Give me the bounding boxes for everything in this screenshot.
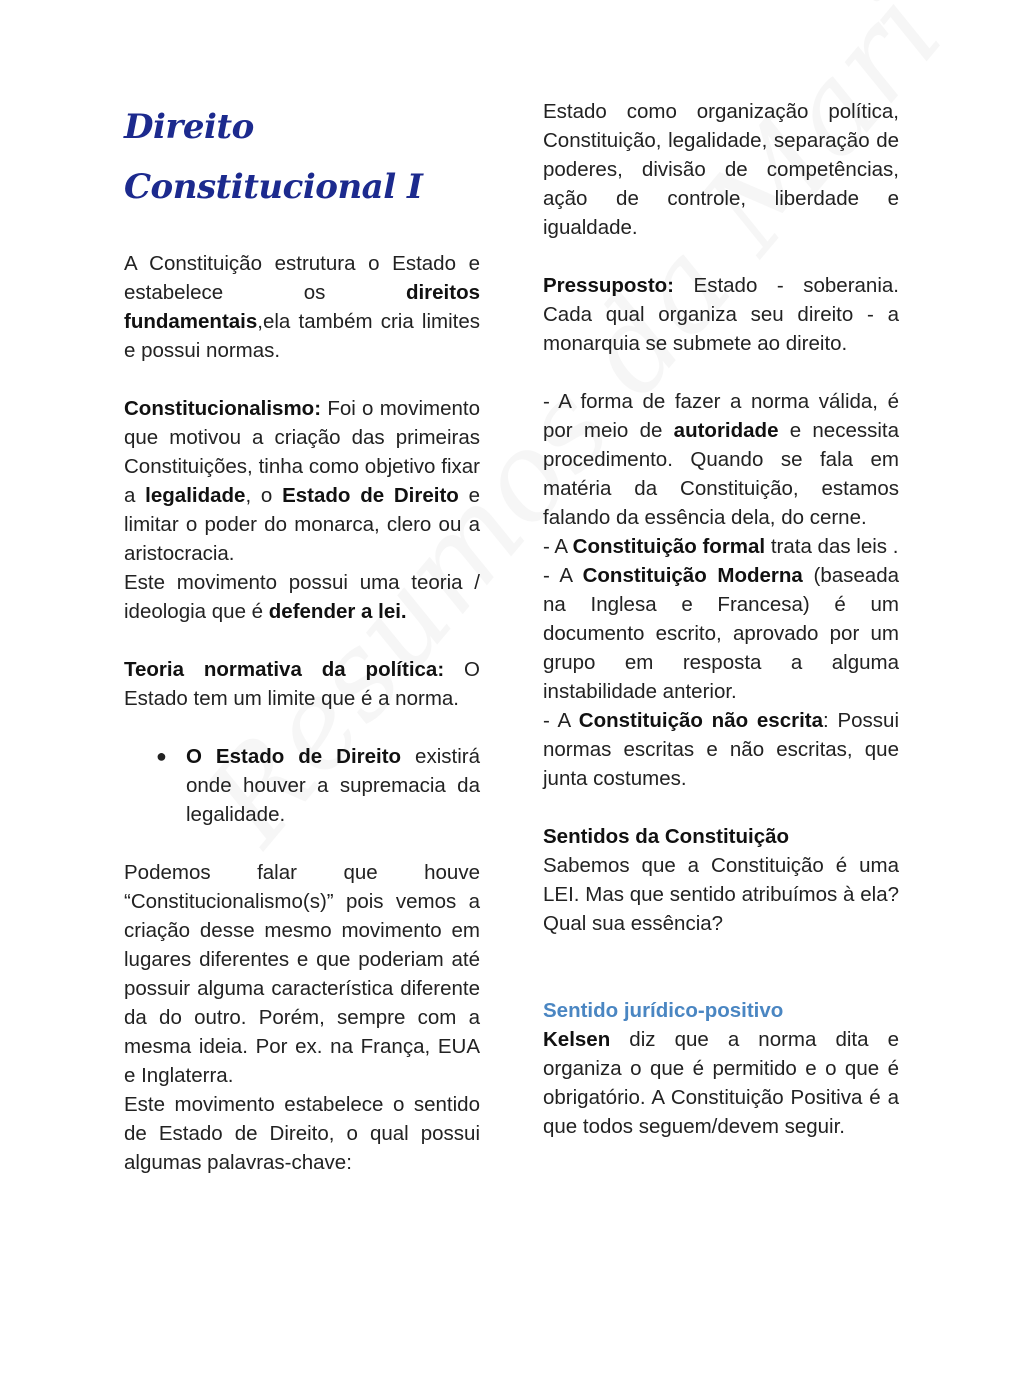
- kelsen-paragraph: [543, 1025, 899, 1141]
- bold-term: Constituição não escrita: [578, 709, 824, 732]
- text-span: ,ela também cria limites e possui normas.: [124, 310, 480, 362]
- section-heading: Sentidos da Constituição: [543, 825, 790, 848]
- ideologia-paragraph: [124, 568, 480, 626]
- bold-term: direitos fundamentais: [124, 281, 480, 333]
- bullet-text: [186, 742, 480, 829]
- bold-term: Constituição Moderna: [582, 564, 803, 587]
- text-span: trata das leis .: [765, 535, 899, 558]
- text-span: Este movimento possui uma teoria / ideologia que é: [124, 571, 480, 623]
- text-span: , o: [245, 484, 283, 507]
- teoria-normativa-paragraph: [124, 655, 480, 713]
- palavras-chave-paragraph: Este movimento estabelece o sentido de Estado de Direito, o qual possui algumas palavras-chave:: [124, 1093, 480, 1174]
- bold-term: Constituição formal: [572, 535, 766, 558]
- text-span: A Constituição estrutura o Estado e estabelece os: [124, 252, 480, 304]
- subsection-heading: Sentido jurídico-positivo: [543, 999, 784, 1022]
- text-span: e necessita procedimento. Quando se fala em matéria da Constituição, estamos falando da essência dela, do cerne.: [543, 419, 900, 529]
- text-span: (baseada na Inglesa e Francesa) é um documento escrito, aprovado por um grupo em resposta a alguma instabilidade anterior.: [543, 564, 899, 703]
- text-span: Foi o movimento que motivou a criação das primeiras Constituições, tinha como objetivo fixar a: [124, 397, 480, 507]
- text-span: - A: [543, 535, 573, 558]
- bold-term: Kelsen: [543, 1028, 611, 1051]
- right-column: [543, 97, 899, 1141]
- text-span: Estado - soberania. Cada qual organiza seu direito - a monarquia se submete ao direito.: [543, 274, 899, 355]
- pressuposto-paragraph: [543, 271, 899, 358]
- text-span: e limitar o poder do monarca, clero ou a aristocracia.: [124, 484, 480, 565]
- constituicao-formal-paragraph: [543, 532, 899, 561]
- intro-paragraph: [124, 249, 480, 365]
- bold-term: legalidade: [145, 484, 246, 507]
- text-span: : Possui normas escritas e não escritas, que junta costumes.: [543, 709, 900, 790]
- constitucionalismos-paragraph: Podemos falar que houve “Constitucionalismo(s)” pois vemos a criação desse mesmo movimento em lugares diferentes e que poderiam até possuir alguma característica diferente da do outro. Porém, sempre com a mesma ideia. Por ex. na França, EUA e Inglaterra.: [124, 861, 480, 1087]
- left-column: [124, 97, 480, 1177]
- bold-term: O Estado de Direito: [186, 745, 402, 768]
- sentidos-paragraph: Sabemos que a Constituição é uma LEI. Mas que sentido atribuímos à ela? Qual sua essência?: [543, 854, 899, 935]
- text-span: diz que a norma dita e organiza o que é permitido e o que é obrigatório. A Constituição Positiva é a que todos seguem/devem seguir.: [543, 1028, 899, 1138]
- bold-term: Estado de Direito: [282, 484, 459, 507]
- text-span: - A forma de fazer a norma válida, é por meio de: [543, 390, 899, 442]
- bullet-dot-icon: ●: [156, 746, 167, 766]
- bold-term: autoridade: [673, 419, 779, 442]
- term-label: Constitucionalismo:: [124, 397, 322, 420]
- text-span: existirá onde houver a supremacia da legalidade.: [186, 745, 480, 826]
- term-label: Teoria normativa da política:: [124, 658, 445, 681]
- constituicao-moderna-paragraph: [543, 561, 899, 706]
- page-title: Direito Constitucional I: [124, 107, 423, 207]
- norma-valida-paragraph: [543, 387, 899, 532]
- bullet-item: [124, 742, 480, 829]
- constituicao-nao-escrita-paragraph: [543, 706, 899, 793]
- text-span: O Estado tem um limite que é a norma.: [124, 658, 480, 710]
- constitucionalismo-paragraph: [124, 394, 480, 568]
- term-label: Pressuposto:: [543, 274, 674, 297]
- bold-term: defender a lei.: [268, 600, 407, 623]
- text-span: - A: [543, 709, 579, 732]
- keywords-paragraph: Estado como organização política, Constituição, legalidade, separação de poderes, divisão de competências, ação de controle, liberdade e igualdade.: [543, 100, 899, 239]
- text-span: - A: [543, 564, 583, 587]
